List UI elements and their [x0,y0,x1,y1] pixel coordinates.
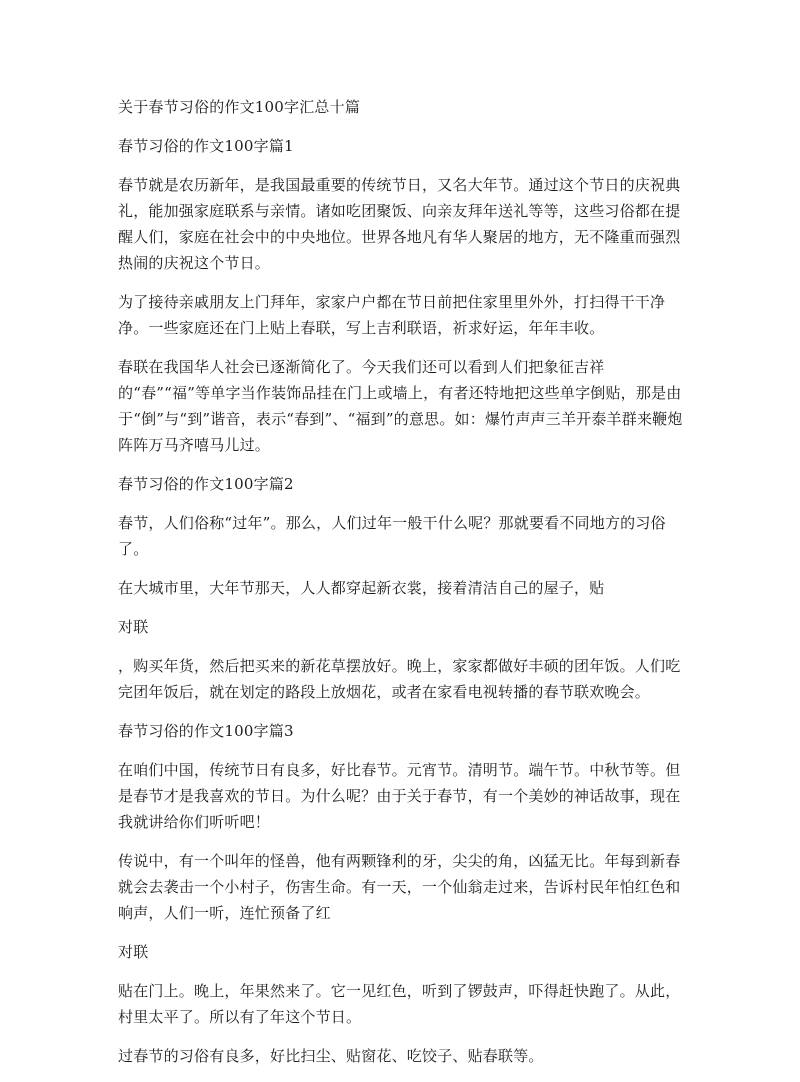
paragraph: 在咱们中国，传统节日有良多，好比春节。元宵节。清明节。端午节。中秋节等。但是春节才是我喜欢的节日。为什么呢？由于关于春节，有一个美妙的神话故事，现在我就讲给你们听听吧！ [118,761,681,831]
paragraph: 贴在门上。晚上，年果然来了。它一见红色，听到了锣鼓声，吓得赶快跑了。从此，村里太平了。所以有了年这个节日。 [118,982,681,1026]
section-heading: 春节习俗的作文100字篇1 [118,137,294,155]
section-heading: 春节习俗的作文100字篇3 [118,722,294,740]
paragraph: 过春节的习俗有良多，好比扫尘、贴窗花、吃饺子、贴春联等。 [118,1047,544,1065]
section-heading: 春节习俗的作文100字篇2 [118,475,294,493]
paragraph: ，购买年货，然后把买来的新花草摆放好。晚上，家家都做好丰硕的团年饭。人们吃完团年饭后，就在划定的路段上放烟花，或者在家看电视转播的春节联欢晚会。 [118,657,681,701]
paragraph: 春节，人们俗称“过年”。那么，人们过年一般干什么呢？那就要看不同地方的习俗了。 [118,514,666,558]
paragraph: 对联 [118,943,149,961]
document-page [118,94,688,1082]
paragraph: 春联在我国华人社会已逐渐简化了。今天我们还可以看到人们把象征吉祥的“春”“福”等单字当作装饰品挂在门上或墙上，有者还特地把这些单字倒贴，那是由于“倒”与“到”谐音，表示“春到”、“福到”的意思。如：爆竹声声三羊开泰羊群来鞭炮阵阵万马齐嘻马儿过。 [118,358,683,454]
document-title: 关于春节习俗的作文100字汇总十篇 [118,98,361,116]
paragraph: 传说中，有一个叫年的怪兽，他有两颗锋利的牙，尖尖的角，凶猛无比。年每到新春就会去袭击一个小村子，伤害生命。有一天，一个仙翁走过来，告诉村民年怕红色和响声，人们一听，连忙预备了红 [118,852,681,922]
paragraph: 春节就是农历新年，是我国最重要的传统节日，又名大年节。通过这个节日的庆祝典礼，能加强家庭联系与亲情。诸如吃团聚饭、向亲友拜年送礼等等，这些习俗都在提醒人们，家庭在社会中的中央地位。世界各地凡有华人聚居的地方，无不隆重而强烈热闹的庆祝这个节日。 [118,176,681,272]
paragraph: 在大城市里，大年节那天，人人都穿起新衣裳，接着清洁自己的屋子，贴 [118,579,605,597]
paragraph: 为了接待亲戚朋友上门拜年，家家户户都在节日前把住家里里外外，打扫得干干净净。一些家庭还在门上贴上春联，写上吉利联语，祈求好运，年年丰收。 [118,293,666,337]
paragraph: 对联 [118,618,149,636]
